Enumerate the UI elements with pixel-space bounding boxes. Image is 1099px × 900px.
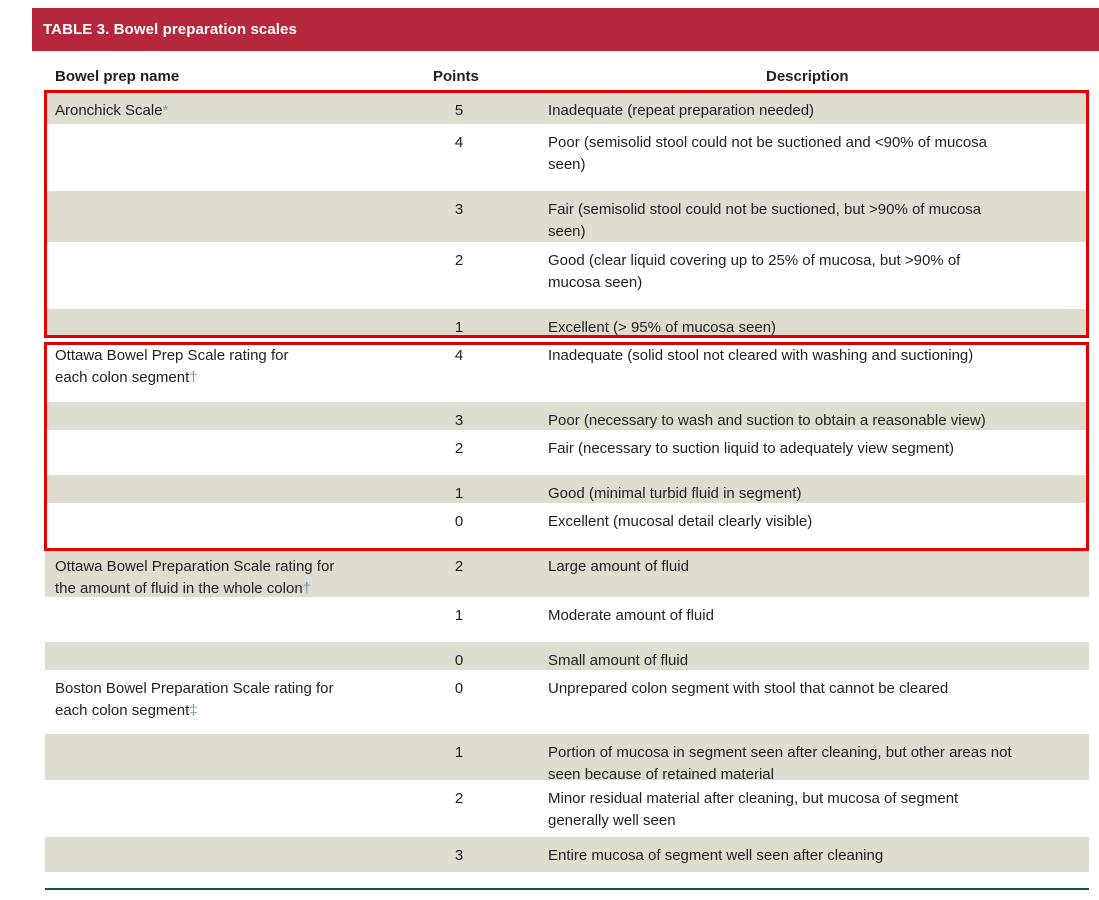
table-bottom-rule <box>45 888 1089 890</box>
header-bowel-prep-name: Bowel prep name <box>55 68 180 85</box>
prep-name-text: Boston Bowel Preparation Scale rating for each colon segment <box>55 680 334 719</box>
points-cell: 1 <box>454 485 464 502</box>
table-row <box>45 124 1089 191</box>
points-cell: 2 <box>454 252 464 269</box>
table-row <box>45 734 1089 783</box>
points-cell: 2 <box>454 790 464 807</box>
description-cell: Large amount of fluid <box>548 558 689 575</box>
description-cell: Minor residual material after cleaning, but mucosa of segment generally well seen <box>548 790 959 829</box>
prep-name-text: Ottawa Bowel Preparation Scale rating for the amount of fluid in the whole colon <box>55 558 335 597</box>
table-row <box>45 309 1089 337</box>
table-row <box>45 191 1089 242</box>
description-cell: Inadequate (repeat preparation needed) <box>548 102 815 119</box>
points-cell: 0 <box>454 513 464 530</box>
description-cell: Excellent (mucosal detail clearly visible) <box>548 513 813 530</box>
description-cell: Fair (necessary to suction liquid to adequately view segment) <box>548 440 955 457</box>
table-row <box>45 92 1089 124</box>
description-cell: Moderate amount of fluid <box>548 607 714 624</box>
description-cell: Good (minimal turbid fluid in segment) <box>548 485 802 502</box>
points-cell: 0 <box>454 680 464 697</box>
table-row <box>45 597 1089 642</box>
description-cell: Inadequate (solid stool not cleared with washing and suctioning) <box>548 347 974 364</box>
prep-name-cell <box>55 556 334 600</box>
table-row <box>45 430 1089 475</box>
table-row <box>45 837 1089 872</box>
points-cell: 1 <box>454 744 464 761</box>
table-row <box>45 642 1089 670</box>
description-cell: Fair (semisolid stool could not be suctioned, but >90% of mucosa seen) <box>548 201 982 240</box>
table-row <box>45 242 1089 309</box>
table-row <box>45 402 1089 430</box>
description-cell: Unprepared colon segment with stool that cannot be cleared <box>548 680 949 697</box>
points-cell: 3 <box>454 847 464 864</box>
table-body <box>45 92 1089 872</box>
table-row <box>45 337 1089 402</box>
description-cell: Small amount of fluid <box>548 652 689 669</box>
description-cell: Poor (semisolid stool could not be suctioned and <90% of mucosa seen) <box>548 134 988 173</box>
points-cell: 2 <box>454 558 464 575</box>
description-cell: Portion of mucosa in segment seen after cleaning, but other areas not seen because of retained material <box>548 744 1012 783</box>
table-row <box>45 670 1089 734</box>
description-cell: Poor (necessary to wash and suction to obtain a reasonable view) <box>548 412 986 429</box>
footnote-marker: † <box>302 580 312 597</box>
points-cell: 4 <box>454 347 464 364</box>
prep-name-text: Ottawa Bowel Prep Scale rating for each colon segment <box>55 347 289 386</box>
prep-name-text: Aronchick Scale <box>55 102 163 119</box>
prep-name-cell <box>55 100 168 122</box>
points-cell: 3 <box>454 412 464 429</box>
table-title: TABLE 3. Bowel preparation scales <box>43 21 297 38</box>
description-cell: Entire mucosa of segment well seen after cleaning <box>548 847 884 864</box>
table-title-banner <box>32 8 1099 51</box>
header-description: Description <box>766 68 849 85</box>
footnote-marker: ‡ <box>189 702 198 719</box>
description-cell: Excellent (> 95% of mucosa seen) <box>548 319 777 336</box>
points-cell: 0 <box>454 652 464 669</box>
points-cell: 4 <box>454 134 464 151</box>
points-cell: 2 <box>454 440 464 457</box>
header-points: Points <box>433 68 479 85</box>
prep-name-cell <box>55 678 334 722</box>
points-cell: 5 <box>454 102 464 119</box>
footnote-marker: * <box>162 102 169 119</box>
footnote-marker: † <box>189 369 198 386</box>
table-row <box>45 548 1089 597</box>
table-row <box>45 780 1089 837</box>
table-row <box>45 475 1089 503</box>
points-cell: 1 <box>454 607 464 624</box>
points-cell: 1 <box>454 319 464 336</box>
description-cell: Good (clear liquid covering up to 25% of mucosa, but >90% of mucosa seen) <box>548 252 961 291</box>
prep-name-cell <box>55 345 288 389</box>
table-row <box>45 503 1089 548</box>
points-cell: 3 <box>454 201 464 218</box>
